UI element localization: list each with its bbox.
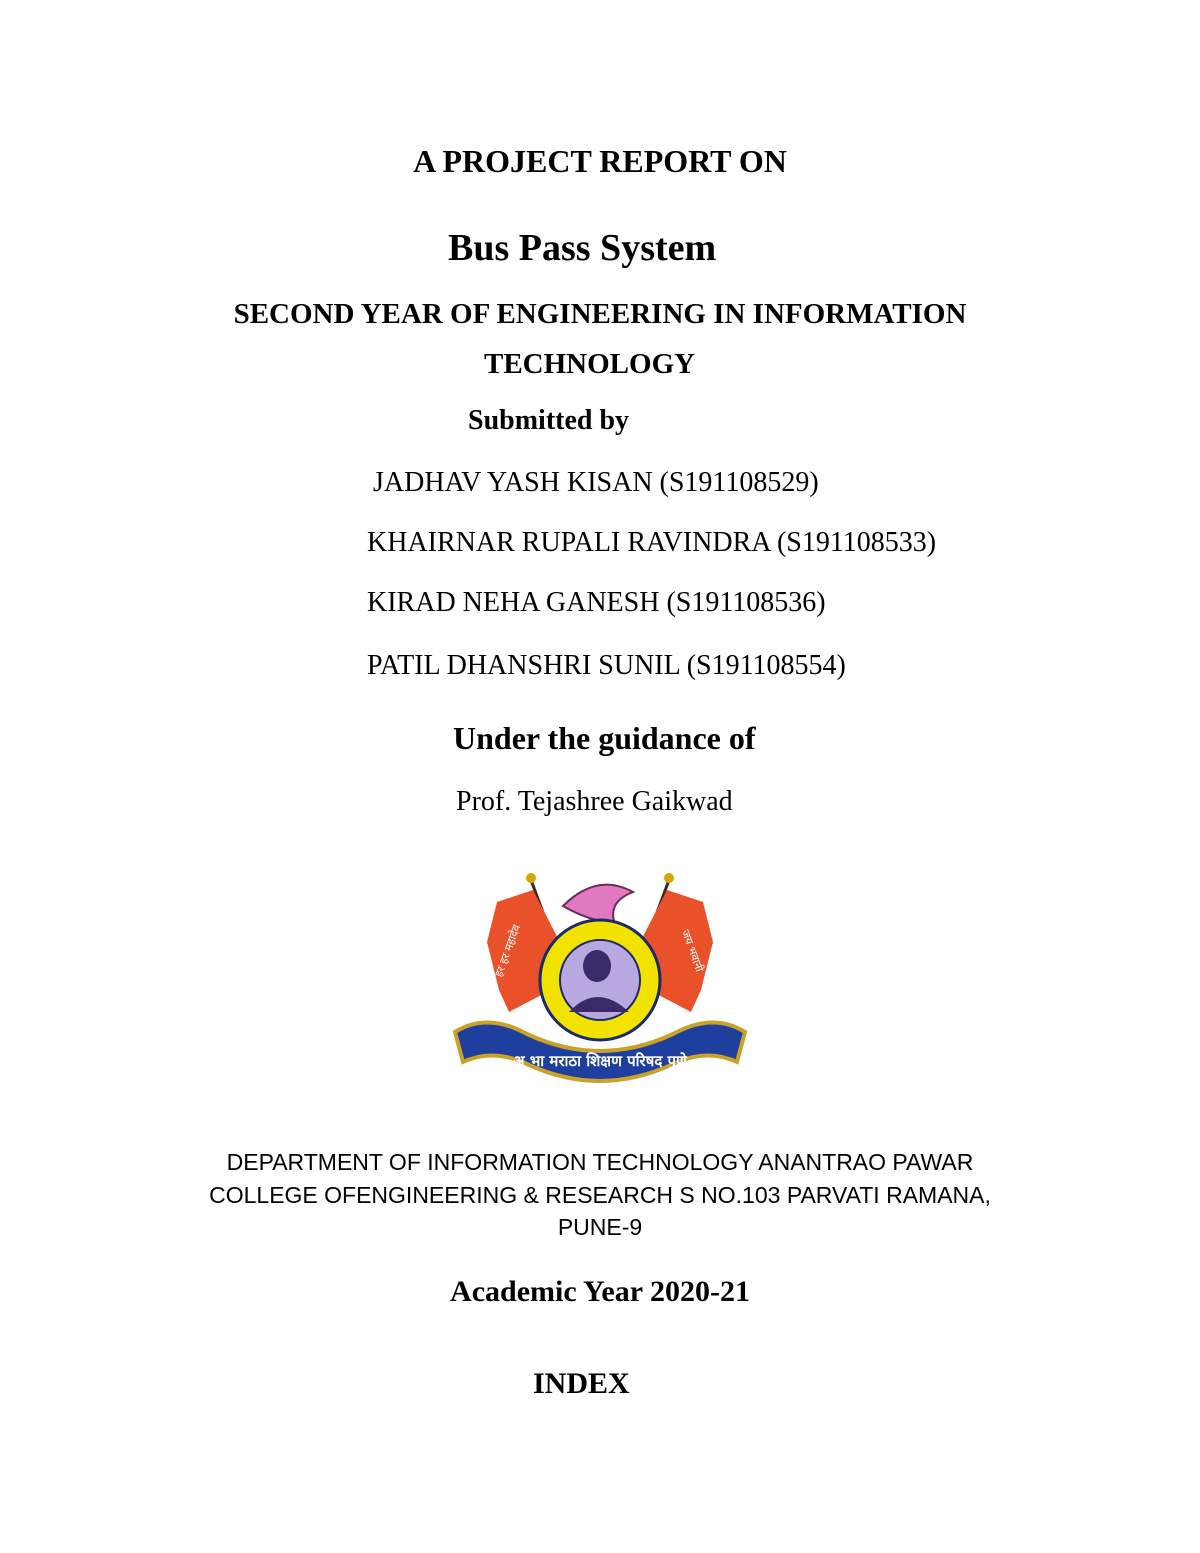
logo-banner-text: अ भा मराठा शिक्षण परिषद पुणे	[513, 1052, 687, 1070]
address-line: PUNE-9	[557, 1214, 643, 1240]
guidance-heading: Under the guidance of	[453, 720, 756, 756]
address-line: DEPARTMENT OF INFORMATION TECHNOLOGY ANANTRAO PAWAR	[226, 1149, 974, 1175]
address-line: COLLEGE OFENGINEERING & RESEARCH S NO.103 PARVATI RAMANA,	[209, 1182, 991, 1208]
student-name: PATIL DHANSHRI SUNIL (S191108554)	[367, 650, 846, 681]
college-logo	[447, 862, 753, 1092]
index-heading: INDEX	[533, 1367, 630, 1400]
report-heading: A PROJECT REPORT ON	[413, 143, 787, 179]
program-line-2: TECHNOLOGY	[484, 348, 696, 380]
guide-name: Prof. Tejashree Gaikwad	[456, 786, 733, 817]
program-line-1: SECOND YEAR OF ENGINEERING IN INFORMATION	[233, 298, 967, 330]
logo-right-flag-text: जय भवानी	[678, 928, 706, 974]
student-name: KHAIRNAR RUPALI RAVINDRA (S191108533)	[367, 527, 937, 558]
academic-year: Academic Year 2020-21	[450, 1275, 750, 1308]
student-name: JADHAV YASH KISAN (S191108529)	[373, 467, 819, 498]
submitted-by-label: Submitted by	[468, 405, 630, 436]
student-name: KIRAD NEHA GANESH (S191108536)	[367, 587, 826, 618]
project-title: Bus Pass System	[448, 227, 717, 269]
logo-left-flag-text: हर हर महादेव	[492, 922, 524, 979]
